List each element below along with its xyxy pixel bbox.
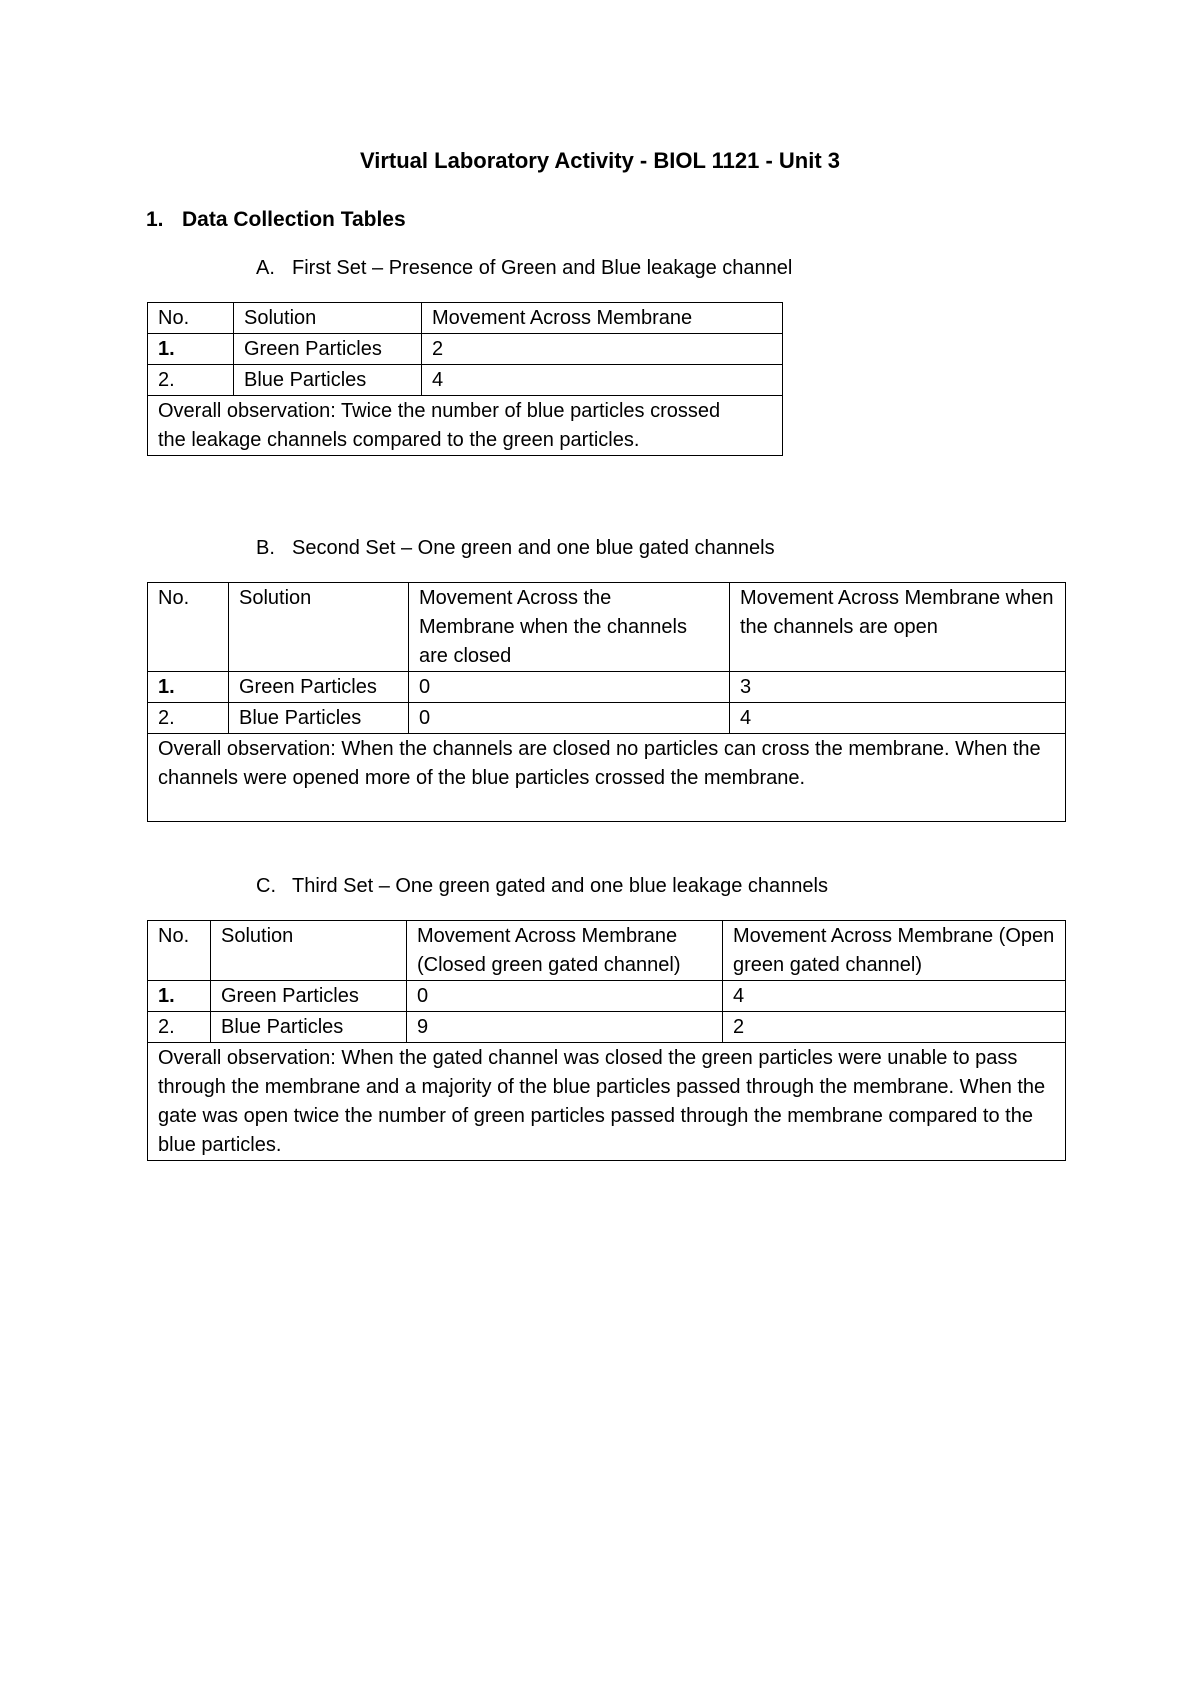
table-row [148, 981, 1066, 1012]
set-c-letter: C. [256, 875, 276, 897]
set-a-letter: A. [256, 257, 275, 279]
header-no: No. [148, 303, 234, 334]
row-solution: Green Particles [234, 334, 422, 365]
table-row [148, 334, 783, 365]
table-header-row [148, 921, 1066, 981]
row-movement: 4 [422, 365, 783, 396]
page-title: Virtual Laboratory Activity - BIOL 1121 - Unit 3 [359, 148, 841, 173]
set-a-table [147, 302, 783, 456]
header-solution: Solution [234, 303, 422, 334]
observation-row [148, 734, 1066, 822]
set-c-heading [256, 875, 828, 898]
table-row [148, 703, 1066, 734]
set-a-title: First Set – Presence of Green and Blue leakage channel [292, 257, 793, 279]
row-solution: Blue Particles [211, 1012, 407, 1043]
header-no: No. [148, 583, 229, 672]
row-movement: 2 [422, 334, 783, 365]
header-no: No. [148, 921, 211, 981]
table-header-row [148, 583, 1066, 672]
row-closed: 0 [409, 672, 730, 703]
set-b-table [147, 582, 1066, 822]
row-open: 3 [730, 672, 1066, 703]
observation-text: Overall observation: When the channels are closed no particles can cross the membrane. When the channels were opened more of the blue particles crossed the membrane. [148, 734, 1066, 822]
row-no: 2. [148, 703, 229, 734]
set-a-heading [256, 257, 792, 280]
set-b-heading [256, 537, 775, 560]
row-no: 2. [148, 1012, 211, 1043]
set-c-title: Third Set – One green gated and one blue leakage channels [292, 875, 828, 897]
table-row [148, 365, 783, 396]
row-open: 4 [723, 981, 1066, 1012]
set-b-title: Second Set – One green and one blue gated channels [292, 537, 775, 559]
row-closed: 9 [407, 1012, 723, 1043]
row-no: 2. [148, 365, 234, 396]
table-row [148, 672, 1066, 703]
header-solution: Solution [229, 583, 409, 672]
section-number: 1. [146, 208, 164, 231]
observation-row [148, 396, 783, 456]
set-b-letter: B. [256, 537, 275, 559]
row-no: 1. [148, 334, 234, 365]
table-header-row [148, 303, 783, 334]
row-solution: Blue Particles [234, 365, 422, 396]
row-open: 4 [730, 703, 1066, 734]
row-no: 1. [148, 981, 211, 1012]
header-movement-open: Movement Across Membrane (Open green gated channel) [723, 921, 1066, 981]
observation-text: Overall observation: Twice the number of blue particles crossed the leakage channels compared to the green particles. [148, 396, 783, 456]
observation-text: Overall observation: When the gated channel was closed the green particles were unable to pass through the membrane and a majority of the blue particles passed through the membrane. When the gate was open twice the number of green particles passed through the membrane compared to the blue particles. [148, 1043, 1066, 1161]
row-no: 1. [148, 672, 229, 703]
row-solution: Blue Particles [229, 703, 409, 734]
table-row [148, 1012, 1066, 1043]
header-movement-closed: Movement Across Membrane (Closed green gated channel) [407, 921, 723, 981]
header-movement-open: Movement Across Membrane when the channels are open [730, 583, 1066, 672]
header-solution: Solution [211, 921, 407, 981]
header-movement-closed: Movement Across the Membrane when the channels are closed [409, 583, 730, 672]
row-closed: 0 [409, 703, 730, 734]
row-closed: 0 [407, 981, 723, 1012]
section-heading [146, 208, 406, 232]
row-solution: Green Particles [229, 672, 409, 703]
row-solution: Green Particles [211, 981, 407, 1012]
set-c-table [147, 920, 1066, 1161]
section-title: Data Collection Tables [182, 208, 406, 231]
observation-row [148, 1043, 1066, 1161]
header-movement: Movement Across Membrane [422, 303, 783, 334]
row-open: 2 [723, 1012, 1066, 1043]
